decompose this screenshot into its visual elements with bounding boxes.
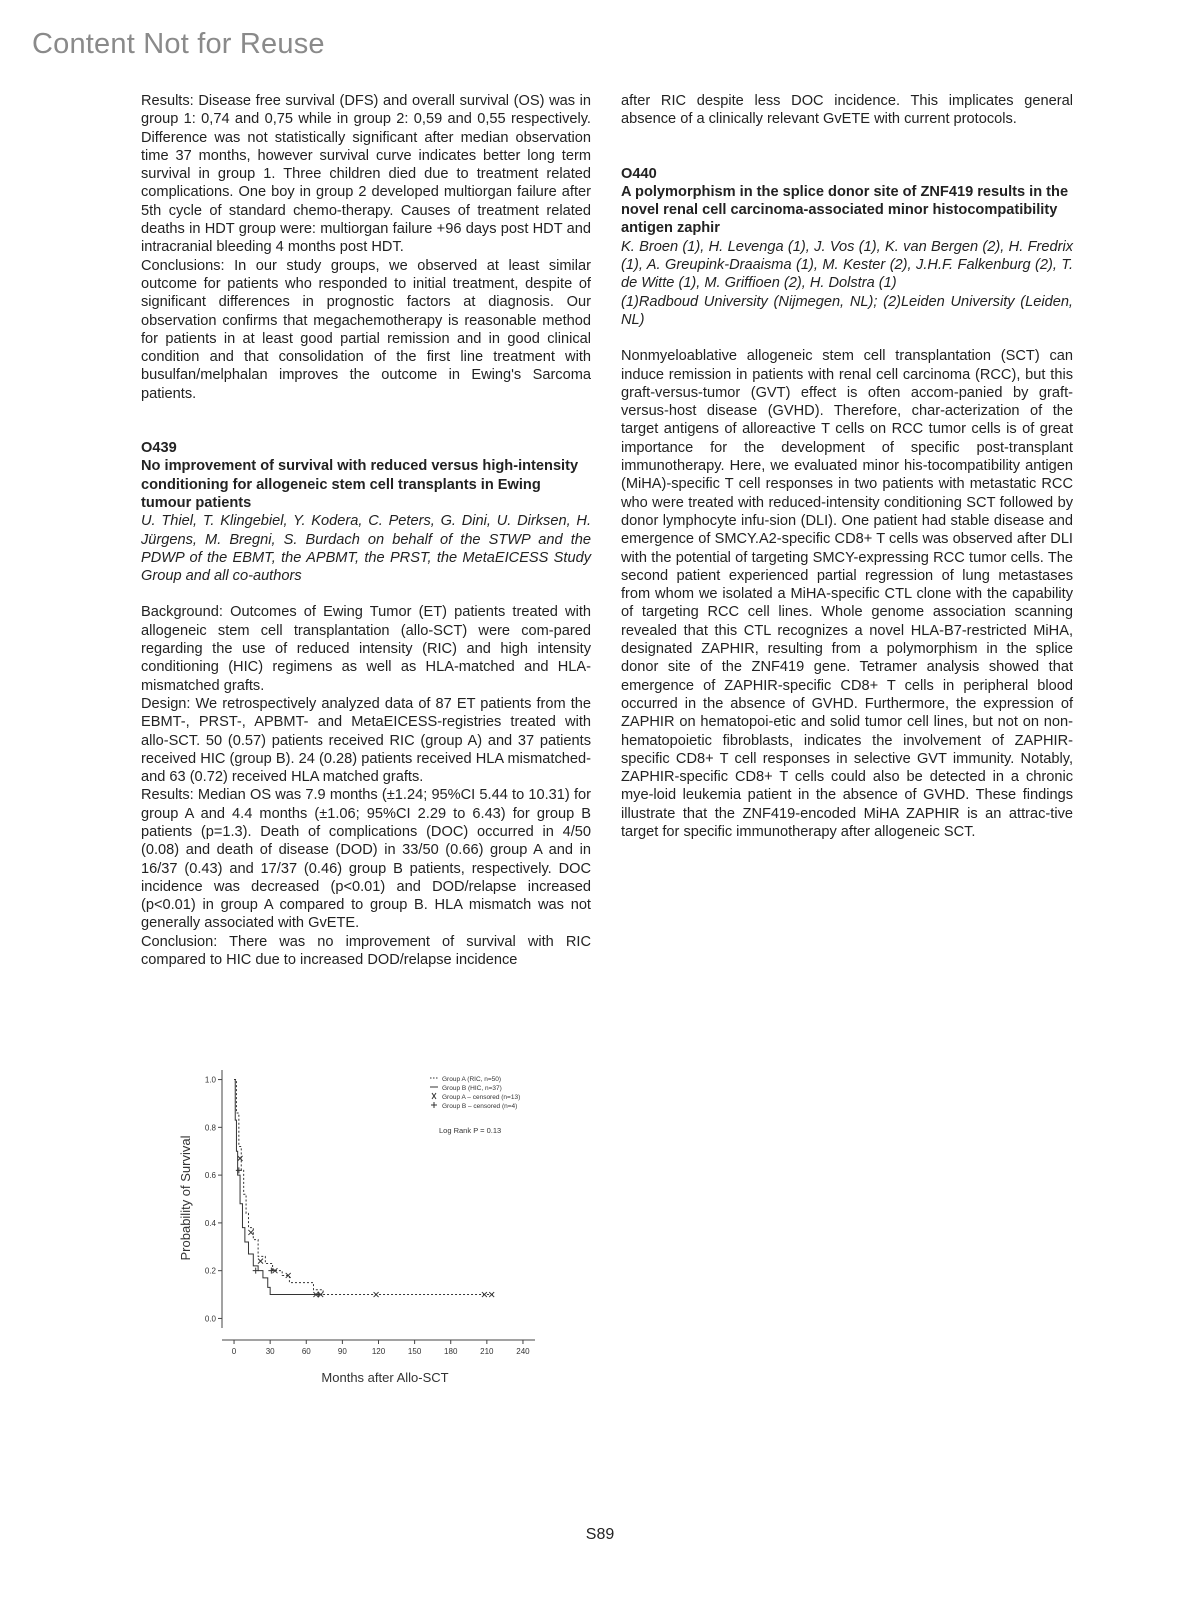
x-tick-label: 120	[371, 1347, 386, 1356]
results-paragraph: Results: Median OS was 7.9 months (±1.24; 95%CI 5.44 to 10.31) for group A and 4.4 months (±1.06; 95%CI 2.29 to 6.43) for group B patients (p=1.3). Death of complications (DOC) occurred in 4/50 (0.08) and death of disease (DOD) in 33/50 (0.66) group A and in 16/37 (0.43) and 17/37 (0.46) group B patients, respectively. DOC incidence was decreased (p<0.01) and DOD/relapse increased (p<0.01) in group A compared to group B. HLA mismatch was not generally associated with GvETE.	[141, 787, 591, 932]
x-tick-label: 150	[407, 1347, 422, 1356]
group-b-censor-mark	[315, 1292, 321, 1298]
legend-label: Group B – censored (n=4)	[442, 1103, 518, 1110]
page-number: S89	[585, 1526, 615, 1543]
legend-swatch-censor-a	[432, 1093, 436, 1099]
x-axis-label: Months after Allo-SCT	[321, 1370, 449, 1385]
y-tick-label: 0.4	[204, 1218, 216, 1228]
legend	[430, 1076, 520, 1110]
y-tick-label: 0.2	[204, 1266, 216, 1276]
group-a-censor-mark	[238, 1156, 243, 1161]
x-tick-label: 90	[337, 1347, 347, 1356]
abstract-id: O440	[621, 165, 657, 182]
x-tick-label: 240	[516, 1347, 530, 1356]
group-a-censor-mark	[374, 1292, 379, 1297]
design-paragraph: Design: We retrospectively analyzed data of 87 ET patients from the EBMT-, PRST-, APBMT- and MetaEICESS-registries treated with allo-SCT. 50 (0.57) patients received RIC (group A) and 37 patients received HIC (group B). 24 (0.28) patients received HLA mismatched- and 63 (0.72) received HLA matched grafts.	[141, 695, 591, 786]
axes	[205, 1070, 535, 1356]
legend-label: Group A – censored (n=13)	[442, 1094, 521, 1101]
results-paragraph: Results: Disease free survival (DFS) and overall survival (OS) was in group 1: 0,74 and 0,75 while in group 2: 0,59 and 0,55 respectively. Difference was not statistically significant after median observation time 37 months, however survival curve indicates better long term survival in group 1. Three children died due to treatment related complications. One boy in group 2 developed multiorgan failure after 5th cycle of standard chemo-therapy. Causes of treatment related deaths in HDT group were: multiorgan failure +96 days post HDT and intracranial bleeding 4 months post HDT.	[141, 93, 591, 256]
group-a-censor-mark	[482, 1292, 487, 1297]
annotation-text: Log Rank P = 0.13	[439, 1126, 502, 1135]
abstract-title: A polymorphism in the splice donor site of ZNF419 results in the novel renal cell carcinoma-associated minor histocompatibility antigen zaphir	[621, 183, 1069, 237]
conclusions-paragraph: Conclusions: In our study groups, we observed at least similar outcome for patients who responded to initial treatment, despite of significant differences in prognostic factors at diagnosis. Our observation confirms that megachemotherapy is reasonable method for patients in at least good partial remission and in good clinical condition and that consolidation of the first line treatment with busulfan/melphalan improves the outcome in Ewing's Sarcoma patients.	[141, 257, 591, 402]
abstract-title: No improvement of survival with reduced versus high-intensity conditioning for allogeneic stem cell transplants in Ewing tumour patients	[141, 458, 579, 511]
group-a-censor-mark	[248, 1230, 253, 1235]
legend-label: Group B (HIC, n=37)	[442, 1085, 502, 1092]
y-tick-label: 0.6	[204, 1171, 216, 1181]
y-tick-label: 1.0	[204, 1075, 216, 1085]
legend-label: Group A (RIC, n=50)	[442, 1076, 502, 1083]
abstract-body: Nonmyeloablative allogeneic stem cell transplantation (SCT) can induce remission in patients with renal cell carcinoma (RCC), but this graft-versus-tumor (GVT) effect is often accom-panied by graft-versus-host disease (GVHD). Therefore, char-acterization of the target antigens of alloreactive T cells on RCC tumor cells is of great importance for the development of specific post-transplant immunotherapy. Here, we evaluated minor his-tocompatibility antigen (MiHA)-specific T cell responses in two patients with metastatic RCC who were treated with reduced-intensity conditioning SCT followed by donor lymphocyte infu-sion (DLI). One patient had stable disease and emergence of SMCY.A2-specific CD8+ T cells was observed after DLI with the potential of targeting SMCY-expressing RCC tumor cells. The second patient experienced partial regression of lung metastases from whom we isolated a MiHA-specific CTL clone with the capability of targeting RCC cell lines. Whole genome association scanning revealed that this CTL recognizes a novel HLA-B7-restricted MiHA, designated ZAPHIR, resulting from a polymorphism in the splice donor site of the ZNF419 gene. Tetramer analysis showed that emergence of ZAPHIR-specific CD8+ T cells in peripheral blood occurred in the absence of GVHD. Furthermore, the expression of ZAPHIR on hematopoi-etic and solid tumor cell lines, but not on non-hematopoietic fibroblasts, indicates the involvement of ZAPHIR-specific CD8+ T cell responses in selective GVT immunity. Notably, ZAPHIR-specific CD8+ T cells could also be detected in a chronic mye-loid leukemia patient in the absence of GVHD. These findings illustrate that the ZNF419-encoded MiHA ZAPHIR is an attrac-tive target for specific immunotherapy after allogeneic SCT.	[621, 348, 1073, 840]
series-layer	[234, 1080, 494, 1298]
watermark: Content Not for Reuse	[32, 28, 325, 60]
conclusion-paragraph: Conclusion: There was no improvement of survival with RIC compared to HIC due to increased DOD/relapse incidence	[141, 933, 591, 969]
legend-swatch-censor-b	[431, 1102, 437, 1108]
abstract-id: O439	[141, 440, 177, 457]
survival-chart	[180, 1058, 560, 1388]
x-tick-label: 60	[301, 1347, 311, 1356]
group-a-censor-mark	[489, 1292, 494, 1297]
abstract-affiliations: (1)Radboud University (Nijmegen, NL); (2)Leiden University (Leiden, NL)	[621, 293, 1073, 328]
group-a-censor-mark	[258, 1259, 263, 1264]
x-tick-label: 180	[444, 1347, 458, 1356]
kaplan-meier-plot	[180, 1058, 560, 1388]
background-paragraph: Background: Outcomes of Ewing Tumor (ET) patients treated with allogeneic stem cell transplantation (allo-SCT) were com-pared regarding the use of reduced intensity (RIC) and high intensity conditioning (HIC) regimens as well as HLA-matched and HLA-mismatched grafts.	[141, 604, 591, 694]
right-column	[621, 92, 1073, 841]
left-column	[141, 92, 591, 969]
x-tick-label: 0	[231, 1347, 237, 1356]
group-b-curve	[234, 1080, 322, 1295]
group-b-censor-mark	[236, 1167, 242, 1173]
group-a-curve	[234, 1080, 493, 1295]
y-tick-label: 0.0	[204, 1314, 216, 1324]
abstract-authors: K. Broen (1), H. Levenga (1), J. Vos (1), K. van Bergen (2), H. Fredrix (1), A. Greupink-Draaisma (1), M. Kester (2), J.H.F. Falkenburg (2), T. de Witte (1), M. Griffioen (2), H. Dolstra (1)	[621, 238, 1073, 292]
x-tick-label: 30	[265, 1347, 275, 1356]
x-tick-label: 210	[480, 1347, 494, 1356]
abstract-authors: U. Thiel, T. Klingebiel, Y. Kodera, C. Peters, G. Dini, U. Dirksen, H. Jürgens, M. Bregni, S. Burdach on behalf of the STWP and the PDWP of the EBMT, the APBMT, the PRST, the MetaEICESS Study Group and all co-authors	[141, 513, 591, 585]
y-tick-label: 0.8	[204, 1123, 216, 1133]
y-axis-label: Probability of Survival	[178, 1135, 193, 1261]
continuation-paragraph: after RIC despite less DOC incidence. This implicates general absence of a clinically relevant GvETE with current protocols.	[621, 93, 1073, 128]
